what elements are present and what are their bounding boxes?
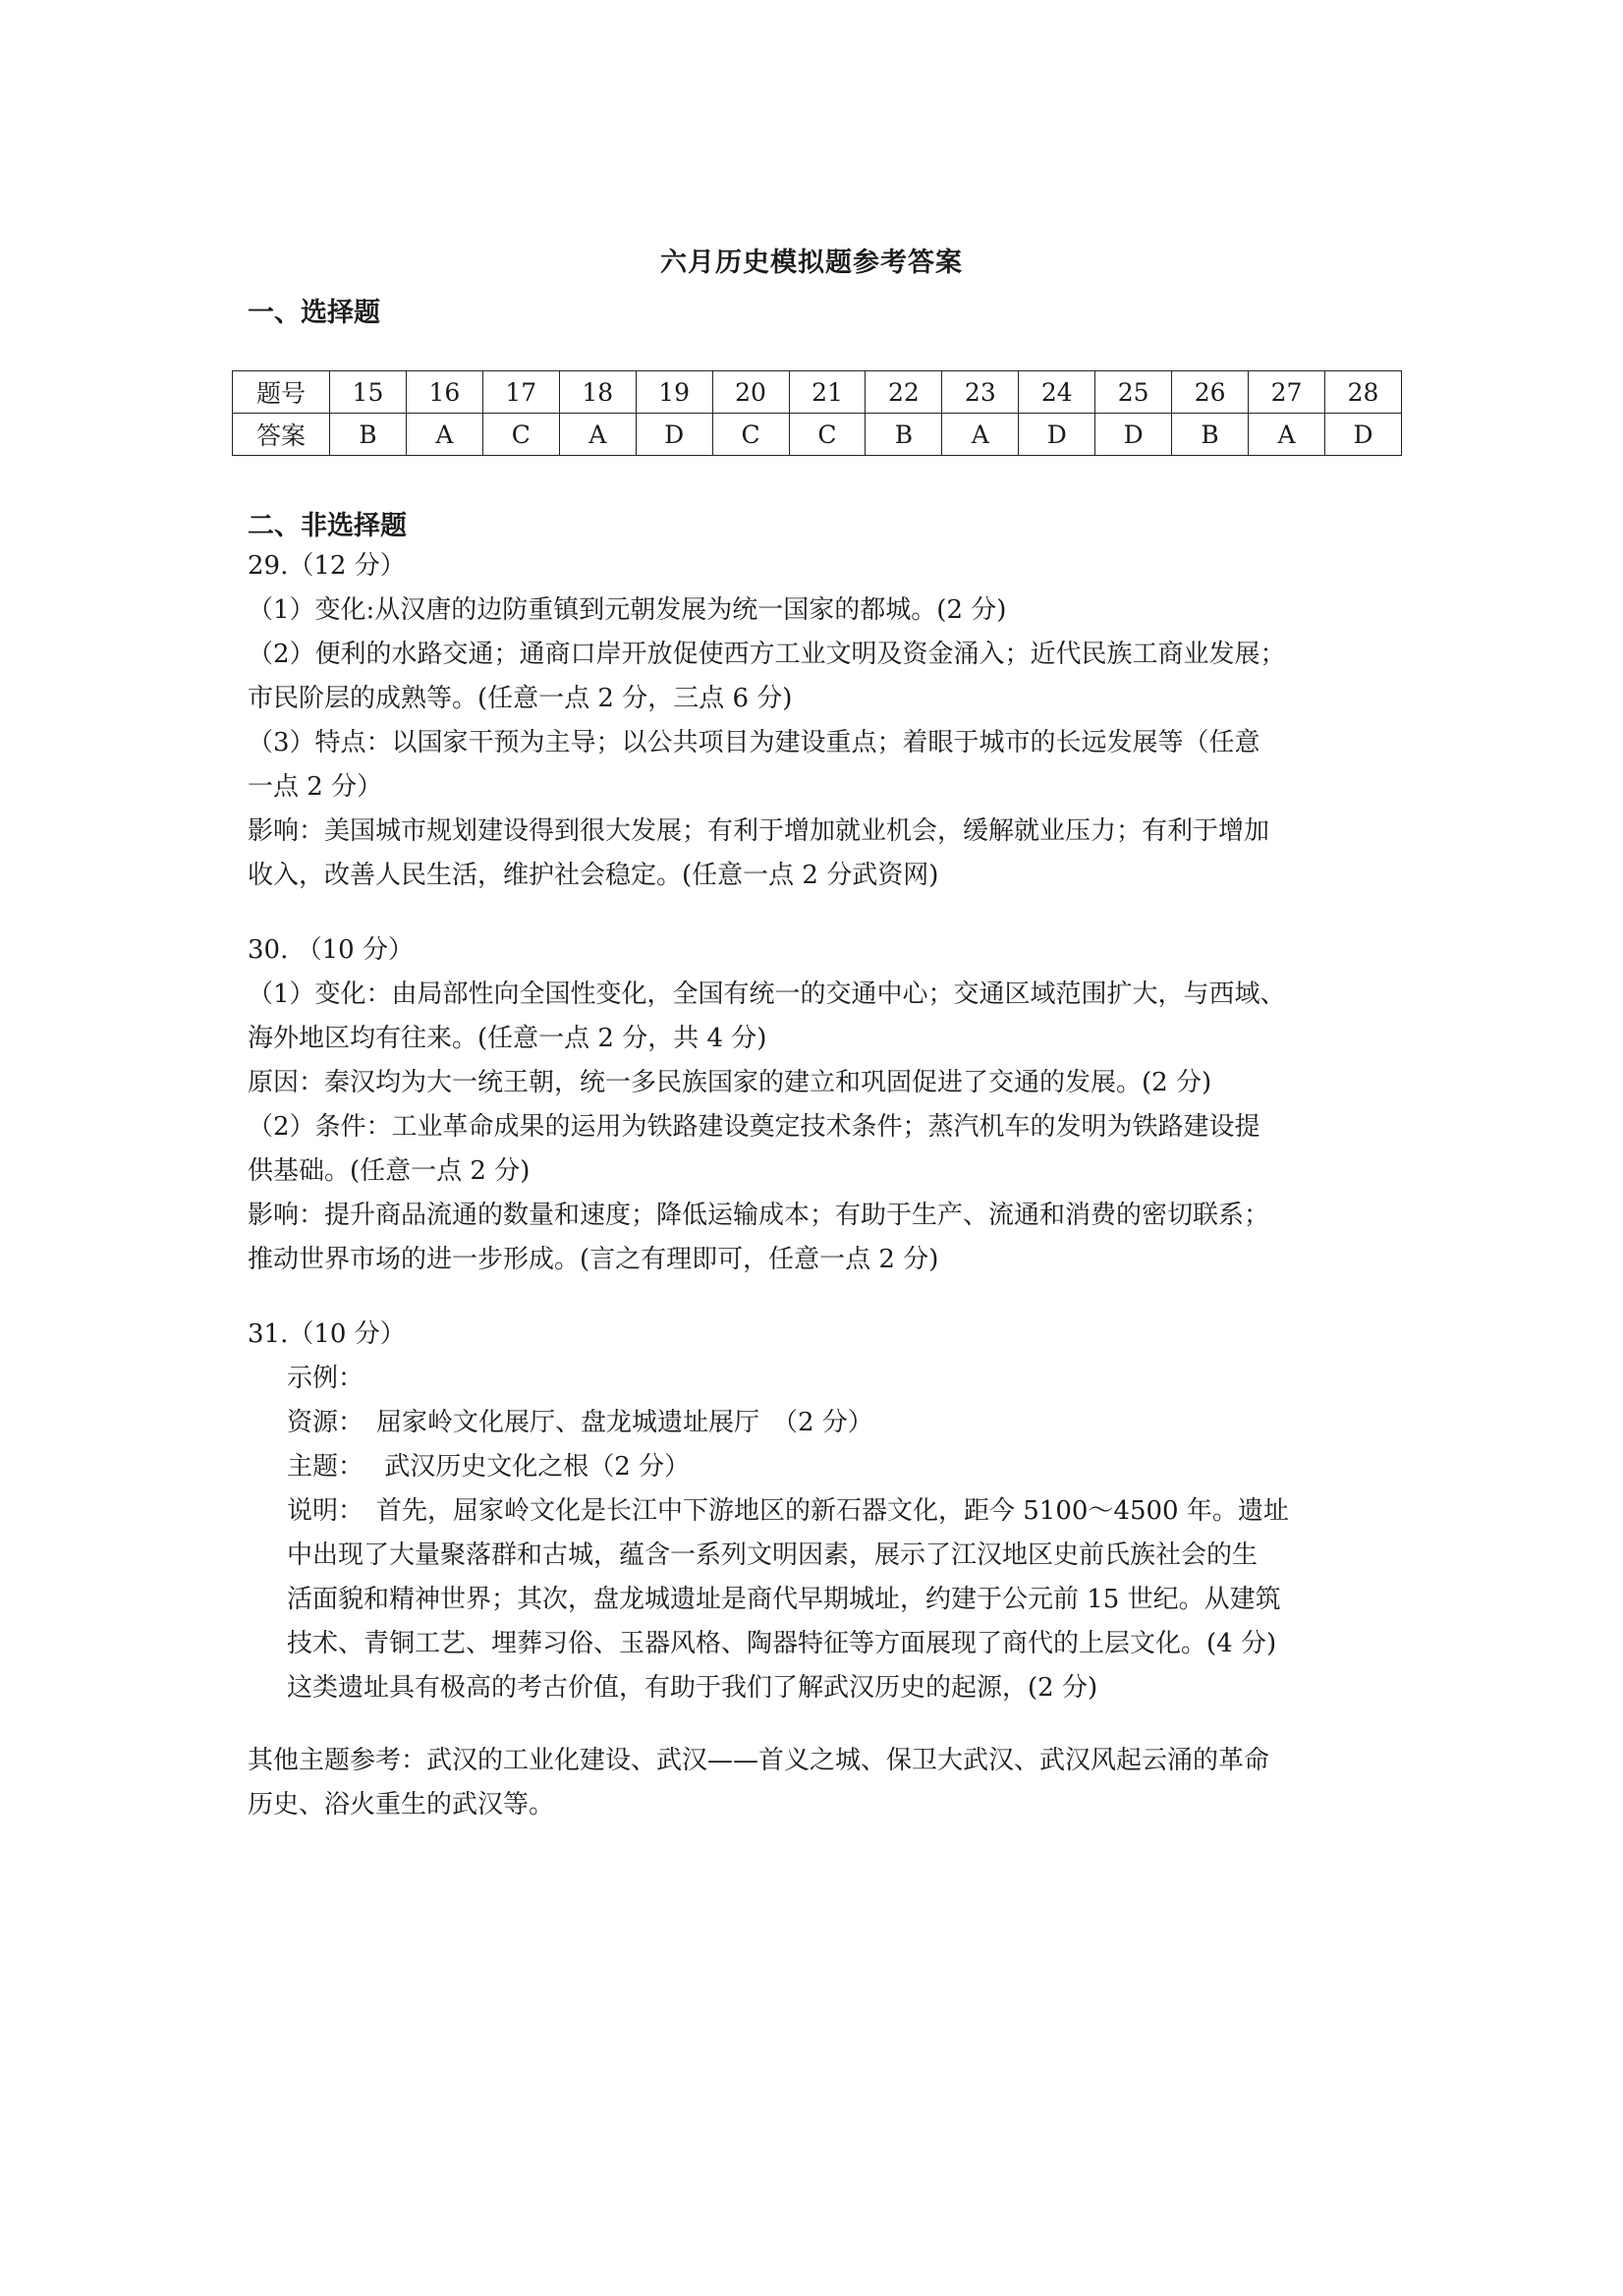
table-cell: 15 [330,371,407,414]
row-header-answer: 答案 [233,414,330,456]
table-cell: B [1172,414,1249,456]
text-line: 主题： 武汉历史文化之根（2 分） [287,1452,691,1482]
table-cell: 24 [1019,371,1095,414]
text-line: 资源： 屈家岭文化展厅、盘龙城遗址展厅 （2 分） [287,1408,873,1437]
text-line: 其他主题参考：武汉的工业化建设、武汉——首义之城、保卫大武汉、武汉风起云涌的革命 [248,1746,1270,1775]
section-heading-nonchoice: 二、非选择题 [248,511,407,541]
table-cell: 26 [1172,371,1249,414]
table-cell: D [1019,414,1095,456]
table-row-numbers [233,371,1402,414]
text-line: （1）变化:从汉唐的边防重镇到元朝发展为统一国家的都城。(2 分) [248,595,1007,625]
table-cell: 21 [789,371,866,414]
text-line: 29.（12 分） [248,551,406,581]
table-cell: A [1249,414,1325,456]
text-line: 供基础。(任意一点 2 分) [248,1156,531,1186]
text-line: 推动世界市场的进一步形成。(言之有理即可，任意一点 2 分) [248,1245,939,1274]
text-line: 一点 2 分） [248,772,383,802]
text-line: 31.（10 分） [248,1319,406,1349]
table-cell: C [789,414,866,456]
table-cell: 25 [1095,371,1172,414]
text-line: 中出现了大量聚落群和古城，蕴含一系列文明因素，展示了江汉地区史前氏族社会的生 [287,1540,1259,1570]
table-cell: 22 [866,371,942,414]
table-cell: 19 [636,371,712,414]
text-line: 海外地区均有往来。(任意一点 2 分，共 4 分) [248,1024,767,1053]
question-29-answer [248,544,1387,898]
question-30-answer [248,928,1387,1282]
table-cell: 18 [559,371,636,414]
section-heading-choice: 一、选择题 [248,298,380,328]
text-line: （1）变化：由局部性向全国性变化，全国有统一的交通中心；交通区域范围扩大，与西域、 [248,980,1286,1009]
table-row-answers [233,414,1402,456]
text-line: 这类遗址具有极高的考古价值，有助于我们了解武汉历史的起源，(2 分) [287,1673,1098,1703]
table-cell: A [559,414,636,456]
text-line: 示例： [287,1364,364,1393]
text-line: 30. （10 分） [248,935,414,965]
text-line: （3）特点：以国家干预为主导；以公共项目为建设重点；着眼于城市的长远发展等（任意 [248,728,1260,757]
table-cell: 17 [482,371,559,414]
other-topics [248,1739,1387,1827]
table-cell: A [406,414,482,456]
table-cell: 23 [942,371,1019,414]
table-cell: B [330,414,407,456]
table-cell: 27 [1249,371,1325,414]
text-line: （2）便利的水路交通；通商口岸开放促使西方工业文明及资金涌入；近代民族工商业发展； [248,640,1286,669]
text-line: 技术、青铜工艺、埋葬习俗、玉器风格、陶器特征等方面展现了商代的上层文化。(4 分) [287,1629,1277,1658]
text-line: 收入，改善人民生活，维护社会稳定。(任意一点 2 分武资网) [248,861,939,890]
table-cell: C [712,414,789,456]
page-title: 六月历史模拟题参考答案 [660,248,963,278]
table-cell: D [1095,414,1172,456]
answer-table [232,370,1402,456]
table-cell: 28 [1324,371,1401,414]
text-line: 历史、浴火重生的武汉等。 [248,1790,555,1820]
table-cell: D [1324,414,1401,456]
text-line: 市民阶层的成熟等。(任意一点 2 分，三点 6 分) [248,684,793,713]
text-line: （2）条件：工业革命成果的运用为铁路建设奠定技术条件；蒸汽机车的发明为铁路建设提 [248,1112,1260,1142]
table-cell: 20 [712,371,789,414]
text-line: 影响：提升商品流通的数量和速度；降低运输成本；有助于生产、流通和消费的密切联系； [248,1201,1270,1230]
row-header-number: 题号 [233,371,330,414]
text-line: 说明： 首先，屈家岭文化是长江中下游地区的新石器文化，距今 5100～4500 年。遗址 [287,1496,1289,1526]
table-cell: 16 [406,371,482,414]
text-line: 影响：美国城市规划建设得到很大发展；有利于增加就业机会，缓解就业压力；有利于增加 [248,816,1270,846]
text-line: 活面貌和精神世界；其次，盘龙城遗址是商代早期城址，约建于公元前 15 世纪。从建筑 [287,1585,1281,1614]
text-line: 原因：秦汉均为大一统王朝，统一多民族国家的建立和巩固促进了交通的发展。(2 分) [248,1068,1212,1097]
table-cell: C [482,414,559,456]
table-cell: B [866,414,942,456]
table-cell: D [636,414,712,456]
table-cell: A [942,414,1019,456]
question-31-answer [248,1313,1387,1710]
